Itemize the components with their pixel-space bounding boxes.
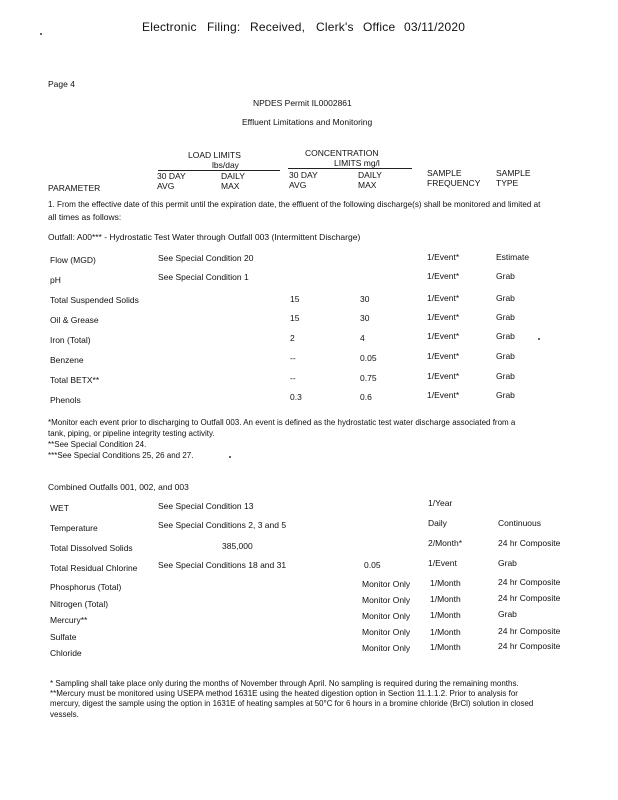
param-name: Total Dissolved Solids [50, 543, 133, 553]
filing-word-office: Office [363, 20, 396, 34]
header-sample-type: SAMPLE [496, 168, 531, 178]
sample-frequency: 1/Event* [427, 293, 460, 303]
sample-type: Grab [498, 609, 517, 619]
param-note: See Special Condition 13 [158, 501, 254, 511]
param-name: Phosphorus (Total) [50, 582, 122, 592]
sample-type: Estimate [496, 252, 530, 262]
header-conc-30day: 30 DAY [289, 170, 318, 180]
header-conc-daily-max: MAX [358, 180, 377, 190]
section-subtitle: Effluent Limitations and Monitoring [242, 117, 373, 127]
sample-type: Grab [496, 312, 515, 322]
param-name: Nitrogen (Total) [50, 599, 109, 609]
conc-daily-max: Monitor Only [362, 627, 411, 637]
conc-daily-max: Monitor Only [362, 579, 411, 589]
page-label: Page 4 [48, 79, 75, 89]
filing-word-clerks: Clerk's [316, 20, 354, 34]
sample-frequency: 1/Month [430, 594, 461, 604]
sample-type: Grab [496, 331, 515, 341]
sample-type: 24 hr Composite [498, 577, 561, 587]
conc-daily-max: 0.6 [360, 392, 372, 402]
sample-frequency: 1/Year [428, 498, 453, 508]
header-sample-type-b: TYPE [496, 178, 519, 188]
param-note: See Special Conditions 18 and 31 [158, 560, 287, 570]
section2-footnote-2b: mercury, digest the sample using the option in 1631E of heating samples at 50°C for 6 hours in a bromine chloride (BrCl) solution in closed [50, 699, 534, 708]
filing-date: 03/11/2020 [404, 20, 466, 34]
scan-speck [40, 33, 42, 35]
param-name: Phenols [50, 395, 81, 405]
sample-frequency: 1/Event* [427, 331, 460, 341]
conc-daily-max: 0.75 [360, 373, 377, 383]
sample-frequency: 1/Event* [427, 390, 460, 400]
header-load-units: lbs/day [212, 160, 239, 170]
param-name: WET [50, 503, 69, 513]
param-name: Total Residual Chlorine [50, 563, 138, 573]
sample-type: Grab [496, 271, 515, 281]
param-name: Total BETX** [50, 375, 100, 385]
combined-outfalls-title: Combined Outfalls 001, 002, and 003 [48, 482, 189, 492]
param-name: Sulfate [50, 632, 77, 642]
sample-frequency: 1/Month [430, 642, 461, 652]
conc-daily-max: 4 [360, 333, 365, 343]
section1-footnote-2: **See Special Condition 24. [48, 440, 147, 449]
sample-type: Continuous [498, 518, 542, 528]
section1-intro-line2: all times as follows: [48, 212, 122, 222]
section1-intro-line1: 1. From the effective date of this permit until the expiration date, the effluent of the following discharge(s) shall be monitored and limited at [48, 200, 541, 209]
section2-footnote-1: * Sampling shall take place only during the months of November through April. No sampling is required during the remaining months. [50, 679, 519, 688]
conc-30day-avg: 15 [290, 313, 300, 323]
sample-frequency: 1/Event [428, 558, 457, 568]
sample-type: Grab [496, 293, 515, 303]
sample-type: Grab [496, 351, 515, 361]
sample-type: 24 hr Composite [498, 538, 561, 548]
param-name: Oil & Grease [50, 315, 99, 325]
filing-word-filing: Filing: [207, 20, 241, 34]
sample-frequency: 1/Event* [427, 271, 460, 281]
param-name: Flow (MGD) [50, 255, 96, 265]
section1-footnote-1a: *Monitor each event prior to discharging to Outfall 003. An event is defined as the hydrostatic test water discharge associated from a [48, 418, 516, 427]
sample-frequency: 1/Event* [427, 252, 460, 262]
section2-footnote-2c: vessels. [50, 710, 79, 719]
section1-footnote-3: ***See Special Conditions 25, 26 and 27. [48, 451, 194, 460]
header-sample-frequency-b: FREQUENCY [427, 178, 481, 188]
header-load-daily: DAILY [221, 171, 245, 181]
sample-frequency: 1/Event* [427, 351, 460, 361]
scan-speck [229, 456, 231, 458]
load-30day-avg: 385,000 [222, 541, 253, 551]
conc-daily-max: 0.05 [360, 353, 377, 363]
param-name: Total Suspended Solids [50, 295, 139, 305]
sample-frequency: 1/Event* [427, 371, 460, 381]
sample-frequency: 1/Month [430, 578, 461, 588]
param-name: Iron (Total) [50, 335, 91, 345]
sample-type: 24 hr Composite [498, 641, 561, 651]
sample-frequency: 1/Event* [427, 312, 460, 322]
sample-type: Grab [496, 390, 515, 400]
conc-30day-avg: 15 [290, 294, 300, 304]
outfall-a00-title: Outfall: A00*** - Hydrostatic Test Water through Outfall 003 (Intermittent Discharge) [48, 232, 361, 242]
conc-30day-avg: 2 [290, 333, 295, 343]
param-note: See Special Condition 1 [158, 272, 249, 282]
filing-word-electronic: Electronic [142, 20, 197, 34]
conc-daily-max: Monitor Only [362, 643, 411, 653]
conc-daily-max: Monitor Only [362, 611, 411, 621]
header-conc-30day-avg: AVG [289, 180, 307, 190]
header-load-30day: 30 DAY [157, 171, 186, 181]
header-concentration: CONCENTRATION [305, 148, 379, 158]
conc-30day-avg: 0.3 [290, 392, 302, 402]
header-load-limits: LOAD LIMITS [188, 150, 241, 160]
permit-title: NPDES Permit IL0002861 [253, 98, 352, 108]
conc-daily-max: 30 [360, 313, 370, 323]
param-name: Benzene [50, 355, 84, 365]
sample-type: 24 hr Composite [498, 626, 561, 636]
conc-daily-max: Monitor Only [362, 595, 411, 605]
sample-frequency: Daily [428, 518, 447, 528]
sample-frequency: 2/Month* [428, 538, 463, 548]
param-name: Mercury** [50, 615, 88, 625]
header-conc-underline [288, 168, 412, 169]
conc-daily-max: 30 [360, 294, 370, 304]
conc-daily-max: 0.05 [364, 560, 381, 570]
header-conc-daily: DAILY [358, 170, 382, 180]
sample-type: Grab [496, 371, 515, 381]
param-name: pH [50, 275, 61, 285]
scan-speck [538, 338, 540, 340]
param-name: Chloride [50, 648, 82, 658]
filing-word-received: Received, [250, 20, 306, 34]
header-parameter: PARAMETER [48, 183, 101, 193]
header-load-30day-avg: AVG [157, 181, 175, 191]
param-note: See Special Conditions 2, 3 and 5 [158, 520, 287, 530]
header-sample-frequency: SAMPLE [427, 168, 462, 178]
header-load-daily-max: MAX [221, 181, 240, 191]
sample-type: 24 hr Composite [498, 593, 561, 603]
conc-30day-avg: -- [290, 353, 296, 363]
sample-frequency: 1/Month [430, 627, 461, 637]
conc-30day-avg: -- [290, 373, 296, 383]
param-note: See Special Condition 20 [158, 253, 254, 263]
sample-frequency: 1/Month [430, 610, 461, 620]
sample-type: Grab [498, 558, 517, 568]
section1-footnote-1b: tank, piping, or pipeline integrity testing activity. [48, 429, 215, 438]
header-conc-units: LIMITS mg/l [334, 158, 380, 168]
param-name: Temperature [50, 523, 98, 533]
section2-footnote-2a: **Mercury must be monitored using USEPA method 1631E using the heated digestion option in Section 11.1.1.2. Prior to analysis for [50, 689, 518, 698]
